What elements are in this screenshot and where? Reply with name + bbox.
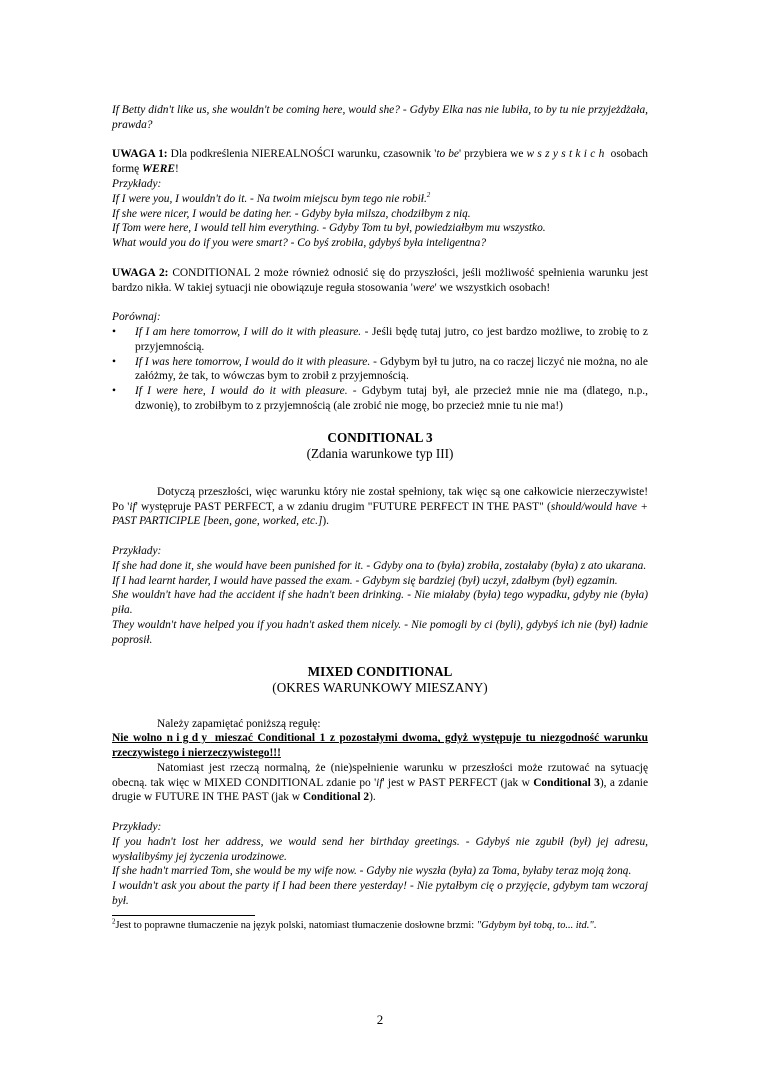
example-line: I wouldn't ask you about the party if I had been there yesterday! - Nie pytałbym cię o przyjęcie, gdybym tam wczoraj był.	[112, 880, 648, 908]
footnote-quote: "Gdybym był tobą, to... itd."	[476, 919, 594, 931]
section-title: MIXED CONDITIONAL	[307, 663, 453, 679]
c3-text: ).	[322, 515, 330, 528]
uwaga2-were: were	[412, 281, 435, 294]
betty-example	[112, 103, 648, 133]
example-line: She wouldn't have had the accident if she hadn't been drinking. - Nie miałaby (była) tego wypadku, gdyby nie (była) piła.	[112, 589, 648, 617]
item-english: If I were here, I would do it with pleasure.	[135, 385, 348, 398]
mixed-examples-label: Przykłady:	[112, 821, 162, 834]
mixed-paragraph	[112, 761, 648, 805]
list-item	[112, 355, 648, 385]
example-line: If she were nicer, I would be dating her. - Gdyby była milsza, chodziłbym z nią.	[112, 207, 471, 220]
conditional3-paragraph	[112, 485, 648, 529]
mixed-c3: Conditional 3	[533, 776, 600, 789]
section-title: CONDITIONAL 3	[327, 429, 433, 445]
example-line	[112, 192, 648, 207]
example-line: If she hadn't married Tom, she would be my wife now. - Gdyby nie wyszła (była) za Toma, byłaby teraz moją żoną.	[112, 865, 632, 878]
mixed-text: ), a zdanie drugie w FUTURE IN THE PAST (jak w	[112, 776, 648, 804]
item-polish: - Jeśli będę tutaj jutro, co jest bardzo możliwe, to zrobię to z przyjemnością.	[135, 325, 648, 353]
mixed-text: Natomiast jest rzeczą normalną, że (nie)spełnienie warunku w przeszłości może rzutować na sytuację obecną. tak więc w MIXED CONDITIONAL zdanie po '	[112, 761, 648, 789]
page-content	[112, 103, 648, 932]
c3-formula: should/would have + PAST PARTICIPLE [been, gone, worked, etc.]	[112, 500, 648, 528]
section-subtitle: (Zdania warunkowe typ III)	[306, 446, 454, 462]
uwaga1-text: !	[174, 163, 179, 176]
section-subtitle: (OKRES WARUNKOWY MIESZANY)	[272, 680, 488, 695]
example-line: If I had learnt harder, I would have passed the exam. - Gdybym się bardziej (był) uczył, zdałbym (był) egzamin.	[112, 574, 618, 587]
betty-english: If Betty didn't like us, she wouldn't be coming here, would she?	[112, 104, 400, 116]
mixed-conditional-heading	[112, 664, 648, 697]
footnote-ref: 2	[426, 190, 431, 199]
rule-spaced-word: nigdy	[166, 732, 211, 745]
mixed-intro: Należy zapamiętać poniższą regułę:	[157, 717, 321, 730]
uwaga1-spaced-word: wszystkich	[526, 148, 608, 161]
c3-text: Dotyczą przeszłości, więc warunku który nie został spełniony, tak więc są one całkowicie nierzeczywiste! Po '	[112, 485, 648, 513]
footnote	[112, 919, 648, 932]
rule-text: Nie wolno	[112, 732, 167, 745]
page-number: 2	[376, 1012, 384, 1027]
c3-if: if	[129, 500, 136, 513]
uwaga1-were: WERE	[142, 163, 175, 176]
list-item	[112, 384, 648, 414]
uwaga1-text: ' przybiera we	[458, 148, 527, 161]
uwaga1-text: osobach formę	[112, 148, 648, 176]
uwaga1-examples-label: Przykłady:	[112, 177, 162, 190]
rule-text: mieszać Conditional 1 z pozostałymi dwoma, gdyż występuje tu niezgodność warunku rzeczywistego i nierzeczywistego!!!	[112, 732, 648, 760]
example-line: What would you do if you were smart? - Co byś zrobiła, gdybyś była inteligentna?	[112, 237, 487, 250]
footnote-divider	[112, 915, 255, 916]
item-polish: - Gdybym był tu jutro, na co raczej liczyć nie można, no ale załóżmy, że tak, to wówczas bym to zrobił z przyjemnością.	[135, 355, 648, 383]
mixed-c2: Conditional 2	[302, 791, 370, 804]
mixed-text: ).	[369, 791, 376, 804]
uwaga1-paragraph	[112, 147, 648, 177]
example-line: They wouldn't have helped you if you hadn't asked them nicely. - Nie pomogli by ci (byli), gdybyś ich nie (był) ładnie poprosił.	[112, 618, 648, 646]
uwaga2-label: UWAGA 2:	[112, 266, 169, 279]
item-polish: - Gdybym tutaj był, ale przecież mnie nie ma (dlatego, n.p., dzwonię), to zrobiłbym to z przyjemnością (ale zrobić nie mogę, bo przecież mnie tu nie ma!)	[135, 385, 648, 412]
example-line: If you hadn't lost her address, we would send her birthday greetings. - Gdybyś nie zgubił (był) jej adresu, wysłalibyśmy jej życzenia urodzinowe.	[112, 835, 648, 863]
item-english: If I was here tomorrow, I would do it with pleasure.	[135, 355, 371, 368]
bullet-icon: •	[112, 385, 116, 398]
uwaga1-label: UWAGA 1:	[112, 148, 168, 161]
example-line: If she had done it, she would have been punished for it. - Gdyby ona to (była) zrobiła, zostałaby (była) z ato ukarana.	[112, 559, 647, 572]
betty-polish: - Gdyby Elka nas nie lubiła, to by tu nie przyjeżdżała, prawda?	[112, 104, 648, 131]
uwaga2-text: ' we wszystkich osobach!	[434, 281, 551, 294]
mixed-rule	[112, 731, 648, 761]
item-english: If I am here tomorrow, I will do it with pleasure.	[135, 325, 362, 338]
uwaga2-paragraph	[112, 266, 648, 296]
uwaga2-text: CONDITIONAL 2 może również odnosić się do przyszłości, jeśli możliwość spełnienia warunku jest bardzo nikła. W takiej sytuacji nie obowiązuje reguła stosowania '	[112, 266, 649, 294]
footnote-text: Jest to poprawne tłumaczenie na język polski, natomiast tłumaczenie dosłowne brzmi:	[115, 919, 477, 931]
conditional3-heading	[112, 430, 648, 463]
example-text: If I were you, I wouldn't do it. - Na twoim miejscu bym tego nie robił.	[112, 192, 427, 205]
c3-text: ' występruje PAST PERFECT, a w zdaniu drugim "FUTURE PERFECT IN THE PAST" (	[135, 500, 551, 513]
porownaj-label: Porównaj:	[112, 311, 161, 324]
bullet-icon: •	[112, 325, 116, 338]
footnote-number: 2	[112, 917, 116, 926]
mixed-text: ' jest w PAST PERFECT (jak w	[382, 776, 534, 789]
footnote-end: .	[593, 919, 597, 931]
example-line: If Tom were here, I would tell him everything. - Gdyby Tom tu był, powiedziałbym mu wszystko.	[112, 222, 546, 235]
bullet-icon: •	[112, 355, 116, 368]
list-item	[112, 325, 648, 355]
uwaga1-text: Dla podkreślenia NIEREALNOŚCI warunku, czasownik '	[167, 148, 437, 161]
c3-examples-label: Przykłady:	[112, 544, 162, 557]
mixed-if: if	[376, 776, 383, 789]
comparison-list	[112, 325, 648, 414]
uwaga1-tobe: to be	[436, 148, 459, 161]
